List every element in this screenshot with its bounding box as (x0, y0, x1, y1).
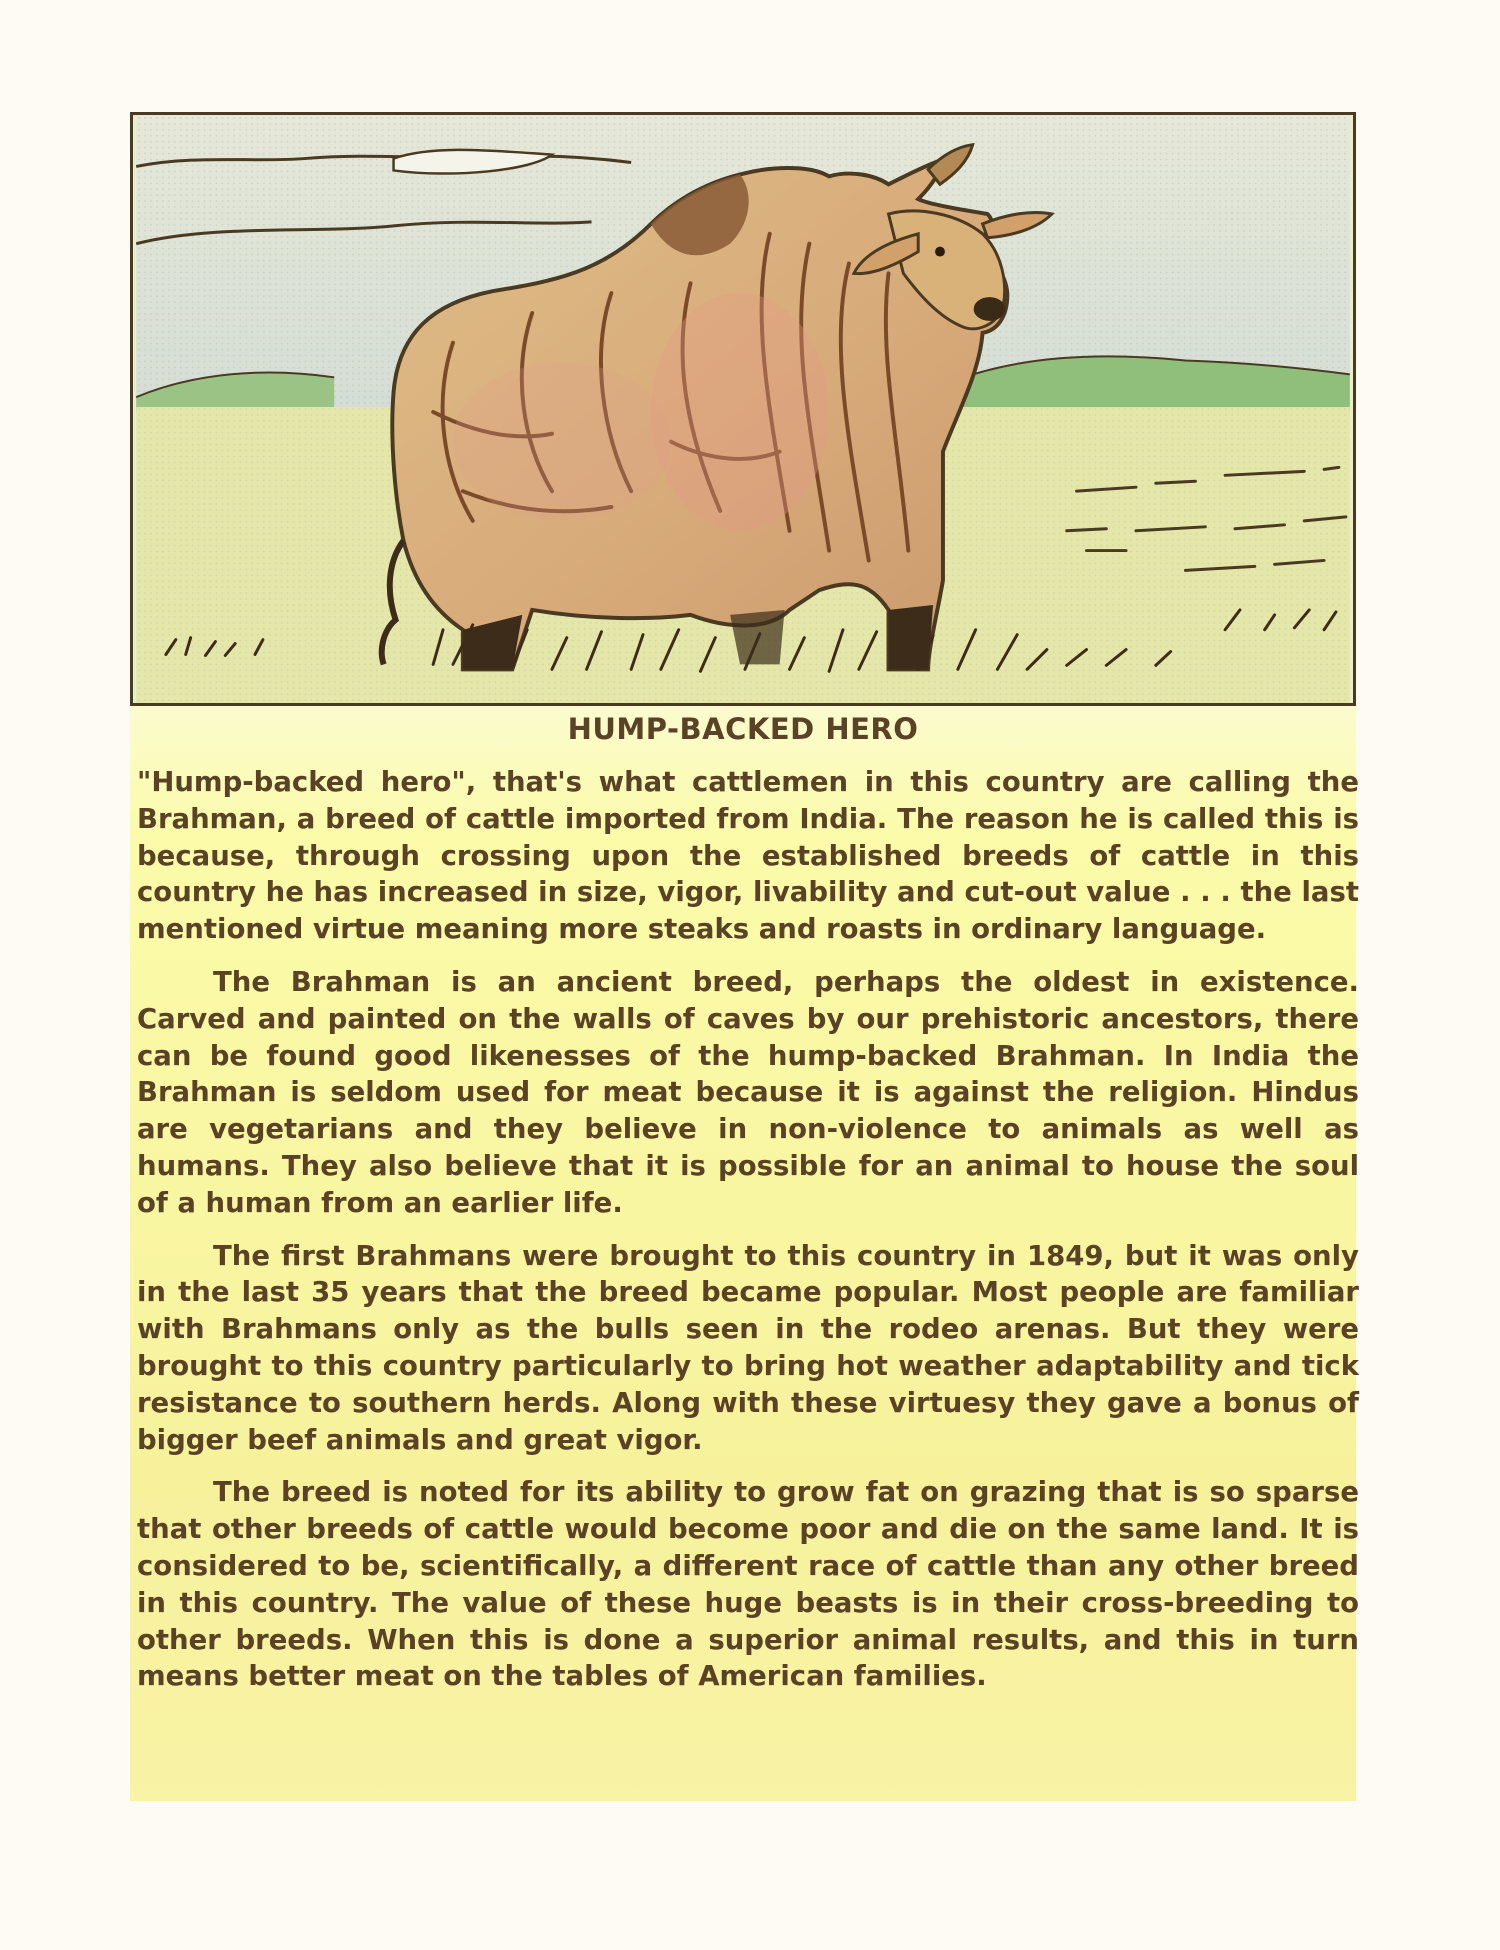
article-paragraph: The breed is noted for its ability to grow fat on grazing that is so sparse that other breeds of cattle would become poor and die on the same land. It is considered to be, scientifically, a different race of cattle than any other breed in this country. The value of these huge beasts is in their cross-breeding to other breeds. When this is done a superior animal results, and this in turn means better meat on the tables of American families. (137, 1476, 1359, 1693)
article-body (137, 764, 1359, 1711)
brahman-bull-illustration (130, 112, 1356, 706)
article-paragraph: The Brahman is an ancient breed, perhaps the oldest in existence. Carved and painted on the walls of caves by our prehistoric ancestors, there can be found good likenesses of the hump-backed Brahman. In India the Brahman is seldom used for meat because it is against the religion. Hindus are vegetarians and they believe in non-violence to animals as well as humans. They also believe that it is possible for an animal to house the soul of a human from an earlier life. (137, 965, 1359, 1219)
article-title: HUMP-BACKED HERO (567, 712, 919, 746)
article-paragraph: The first Brahmans were brought to this country in 1849, but it was only in the last 35 years that the breed became popular. Most people are familiar with Brahmans only as the bulls seen in the rodeo arenas. But they were brought to this country particularly to bring hot weather adaptability and tick resistance to southern herds. Along with these virtuesy they gave a bonus of bigger beef animals and great vigor. (137, 1239, 1359, 1456)
article-paragraph: "Hump-backed hero", that's what cattlemen in this country are calling the Brahman, a breed of cattle imported from India. The reason he is called this is because, through crossing upon the established breeds of cattle in this country he has increased in size, vigor, livability and cut-out value . . . the last mentioned virtue meaning more steaks and roasts in ordinary language. (137, 766, 1359, 946)
illustration-svg (133, 115, 1353, 703)
